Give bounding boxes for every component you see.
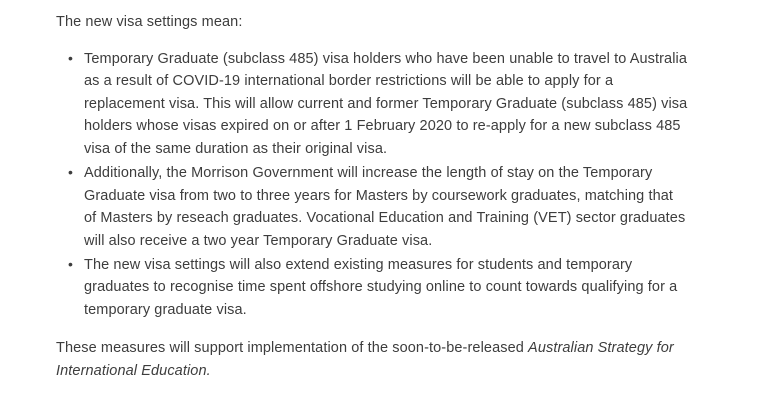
- closing-paragraph-emphasis: Australian Strategy for International Education: [56, 340, 674, 379]
- intro-paragraph: The new visa settings mean:: [56, 14, 243, 30]
- list-item: • Additionally, the Morrison Government will increase the length of stay on the Temporary Graduate visa from two to three years for Masters by coursework graduates, matching that of Masters by reseach graduates. Vocational Education and Training (VET) sector graduates will also receive a two year Temporary Graduate visa.: [84, 162, 688, 252]
- list-item: • Temporary Graduate (subclass 485) visa holders who have been unable to travel to Australia as a result of COVID-19 international border restrictions will be able to apply for a replacement visa. This will allow current and former Temporary Graduate (subclass 485) visa holders whose visas expired on or after 1 February 2020 to re-apply for a new subclass 485 visa of the same duration as their original visa.: [84, 48, 688, 160]
- closing-paragraph-lead: These measures will support implementation of the soon-to-be-released: [56, 340, 529, 357]
- visa-settings-list: [56, 48, 688, 322]
- closing-paragraph: [56, 337, 688, 382]
- closing-paragraph-trail: .: [206, 362, 211, 379]
- list-item: • The new visa settings will also extend existing measures for students and temporary graduates to recognise time spent offshore studying online to count towards qualifying for a temporary graduate visa.: [84, 254, 688, 321]
